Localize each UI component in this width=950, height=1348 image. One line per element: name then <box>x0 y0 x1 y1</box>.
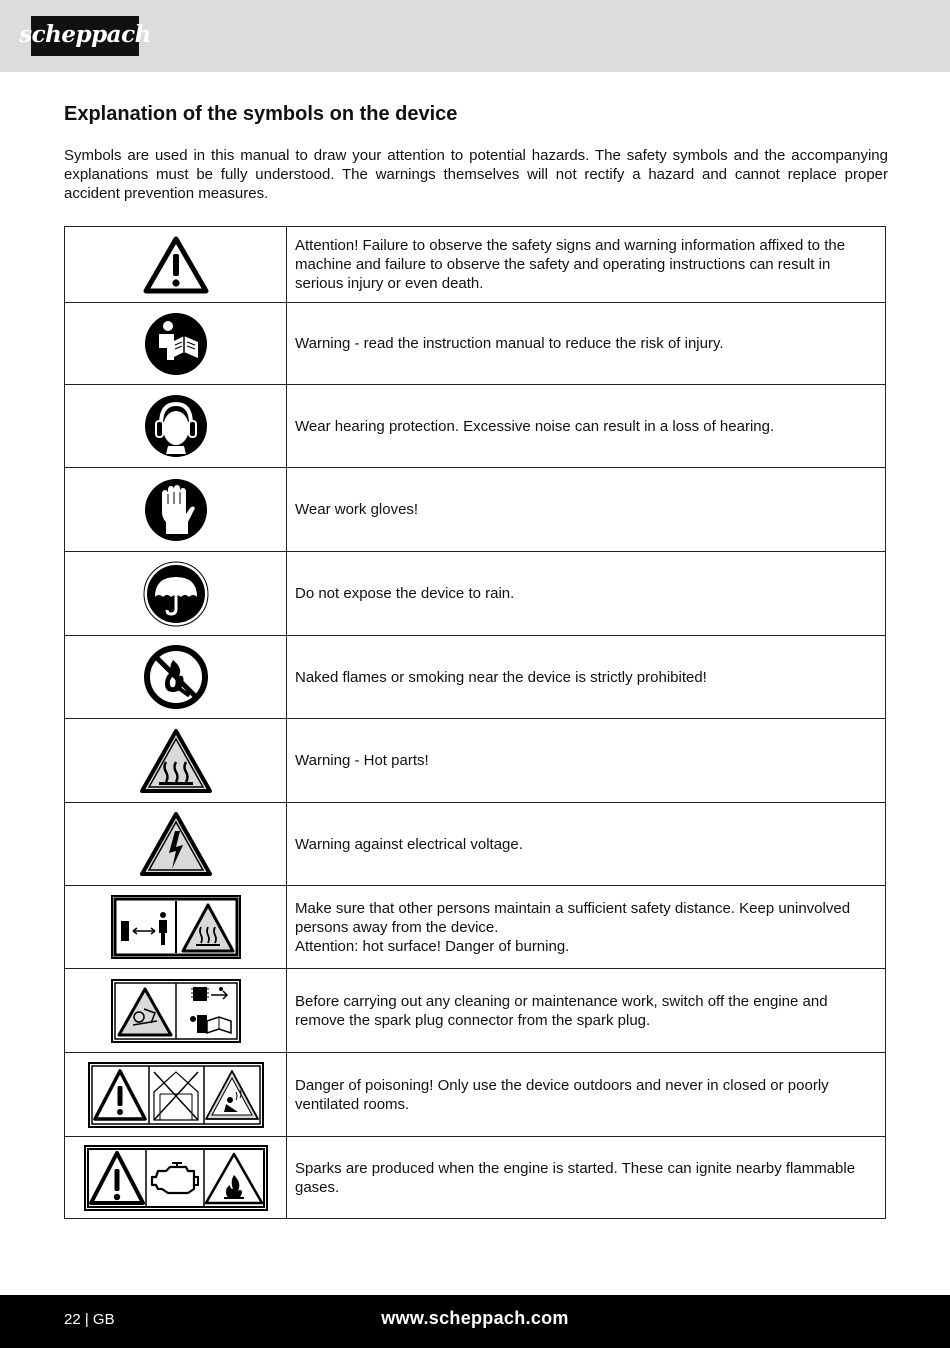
symbol-description: Danger of poisoning! Only use the device outdoors and never in closed or poorly ventilated rooms. <box>287 1053 886 1137</box>
symbol-row <box>65 719 886 803</box>
general-warning-icon <box>143 236 209 294</box>
symbol-description: Wear hearing protection. Excessive noise can result in a loss of hearing. <box>287 385 886 468</box>
poisoning-ventilation-icon <box>88 1062 264 1128</box>
symbol-description <box>287 886 886 969</box>
symbol-cell <box>65 719 287 803</box>
sparks-flammable-gas-icon <box>84 1145 268 1211</box>
symbol-cell <box>65 636 287 719</box>
symbol-row <box>65 969 886 1053</box>
symbol-description: Warning against electrical voltage. <box>287 803 886 886</box>
hearing-protection-icon <box>144 394 208 458</box>
symbol-row <box>65 803 886 886</box>
symbol-row <box>65 468 886 552</box>
symbol-cell <box>65 385 287 468</box>
symbol-description: Attention! Failure to observe the safety signs and warning information affixed to the machine and failure to observe the safety and operating instructions can result in serious injury or even death. <box>287 227 886 303</box>
symbol-cell <box>65 227 287 303</box>
maintenance-spark-plug-icon <box>111 979 241 1043</box>
symbol-row <box>65 636 886 719</box>
symbol-row <box>65 552 886 636</box>
symbol-description: Warning - read the instruction manual to reduce the risk of injury. <box>287 303 886 385</box>
symbol-row <box>65 303 886 385</box>
website-link[interactable]: www.scheppach.com <box>381 1308 569 1328</box>
symbols-table <box>64 226 886 1219</box>
symbol-description-line: Make sure that other persons maintain a sufficient safety distance. Keep uninvolved persons away from the device. <box>295 899 851 936</box>
hot-surface-icon <box>139 728 213 794</box>
symbol-description: Warning - Hot parts! <box>287 719 886 803</box>
symbol-description: Sparks are produced when the engine is started. These can ignite nearby flammable gases. <box>287 1137 886 1219</box>
symbol-cell <box>65 969 287 1053</box>
symbol-cell <box>65 886 287 969</box>
symbol-description: Before carrying out any cleaning or maintenance work, switch off the engine and remove the spark plug connector from the spark plug. <box>287 969 886 1053</box>
header-bar <box>0 0 950 72</box>
symbol-row <box>65 1053 886 1137</box>
symbol-description: Wear work gloves! <box>287 468 886 552</box>
symbol-cell <box>65 552 287 636</box>
work-gloves-icon <box>144 478 208 542</box>
symbol-cell <box>65 303 287 385</box>
intro-paragraph: Symbols are used in this manual to draw your attention to potential hazards. The safety symbols and the accompanying explanations must be fully understood. The warnings themselves will not rectify a hazard and cannot replace proper accident prevention measures. <box>64 147 888 202</box>
symbol-cell <box>65 1053 287 1137</box>
electrical-voltage-icon <box>139 811 213 877</box>
symbol-row <box>65 886 886 969</box>
symbol-row <box>65 385 886 468</box>
read-manual-icon <box>144 312 208 376</box>
symbol-cell <box>65 1137 287 1219</box>
symbol-description-line: Attention: hot surface! Danger of burning. <box>295 937 570 955</box>
scheppach-logo: scheppach <box>31 16 139 56</box>
page-number: 22 | GB <box>64 1311 115 1328</box>
safety-distance-hot-surface-icon <box>111 895 241 959</box>
footer-bar <box>0 1295 950 1348</box>
symbol-description: Naked flames or smoking near the device is strictly prohibited! <box>287 636 886 719</box>
page-title: Explanation of the symbols on the device <box>64 103 458 125</box>
symbol-cell <box>65 468 287 552</box>
umbrella-rain-icon <box>143 561 209 627</box>
no-open-flame-icon <box>143 644 209 710</box>
symbol-row <box>65 227 886 303</box>
symbol-row <box>65 1137 886 1219</box>
symbol-description: Do not expose the device to rain. <box>287 552 886 636</box>
symbol-cell <box>65 803 287 886</box>
